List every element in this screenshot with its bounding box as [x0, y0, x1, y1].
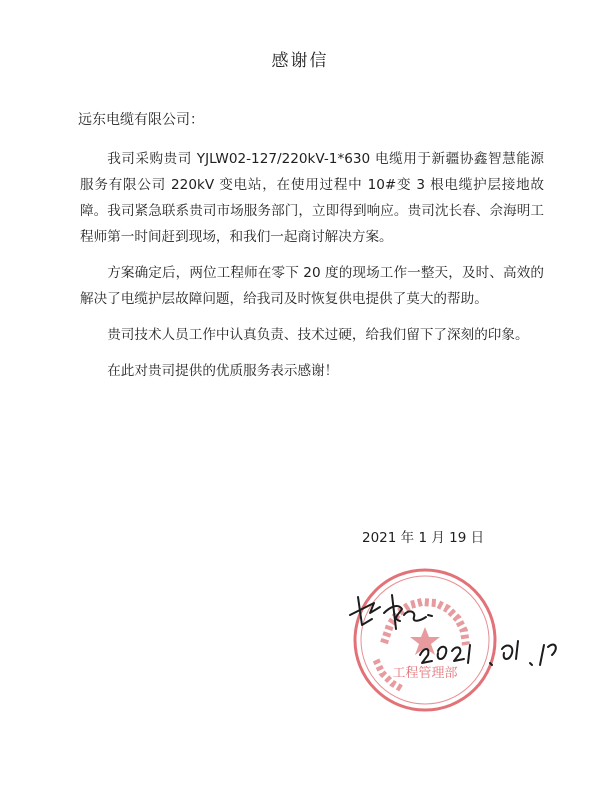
letter-date: 2021 年 1 月 19 日: [362, 530, 485, 546]
letter-salutation: 远东电缆有限公司：: [78, 112, 204, 128]
letter-title: 感谢信: [271, 51, 329, 71]
body-paragraph: 贵司技术人员工作中认真负责、技术过硬，给我们留下了深刻的印象。: [107, 327, 529, 343]
seal-department-text: 工程管理部: [392, 666, 458, 681]
body-paragraph: 在此对贵司提供的优质服务表示感谢！: [107, 363, 339, 379]
body-paragraph: 我司采购贵司 YJLW02-127/220kV-1*630 电缆用于新疆协鑫智慧能源服务有限公司 220kV 变电站，在使用过程中 10#变 3 根电缆护层接地故障。我司紧急联系贵司市场服务部门，立即得到响应。贵司沈长春、佘海明工程师第一时间赶到现场，和我们一起商讨解决方案。: [80, 151, 544, 245]
letter-body: [80, 146, 544, 394]
handwritten-signature: [340, 585, 570, 675]
body-paragraph: 方案确定后，两位工程师在零下 20 度的现场工作一整天，及时、高效的解决了电缆护层故障问题，给我司及时恢复供电提供了莫大的帮助。: [80, 265, 544, 307]
